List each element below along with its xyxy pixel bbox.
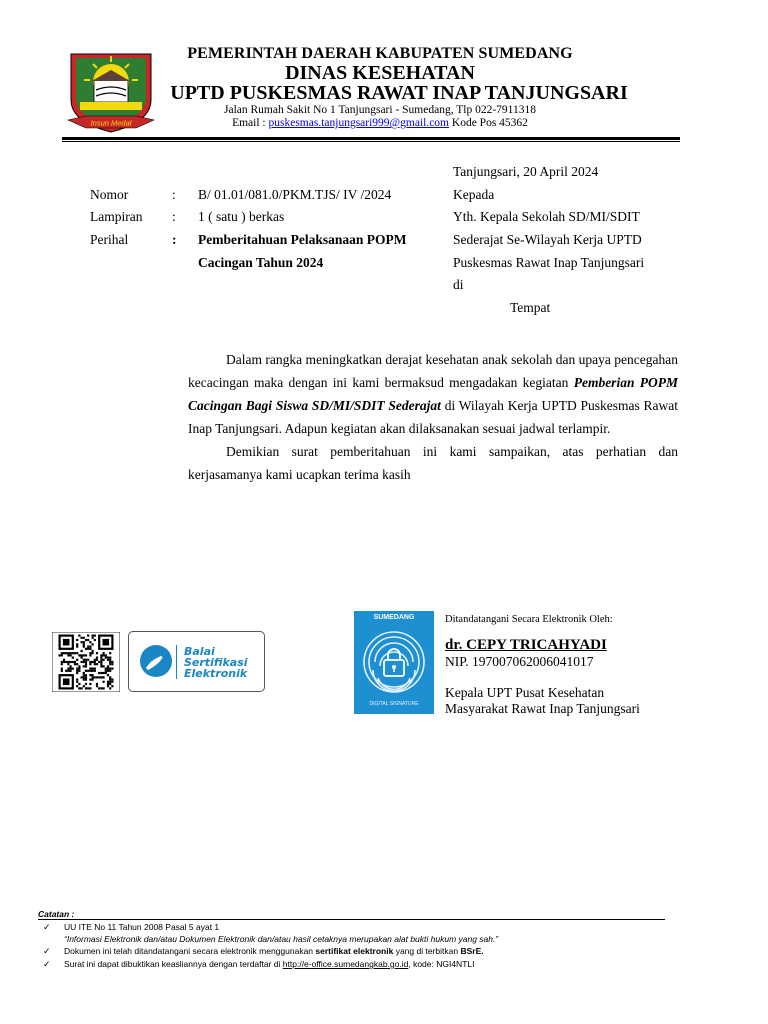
- field-value-nomor: B/ 01.01/081.0/PKM.TJS/ IV /2024: [198, 187, 392, 202]
- fingerprint-lock-icon: [361, 628, 427, 696]
- seal-caption: DIGITAL SIGNATURE: [369, 701, 419, 707]
- bsre-text: Balai: [184, 645, 215, 658]
- signer-nip: NIP. 197007062006041017: [445, 654, 594, 669]
- seal-title: SUMEDANG: [373, 614, 415, 621]
- recipient-line: Sederajat Se-Wilayah Kerja UPTD: [453, 232, 642, 247]
- activity-name: Pemberian POPM Cacingan Bagi Siswa SD/MI/SDIT Sederajat: [188, 375, 678, 413]
- bsre-text: Elektronik: [184, 667, 248, 680]
- field-value-perihal-line2: Cacingan Tahun 2024: [198, 255, 324, 270]
- bsre-pen-icon: [139, 644, 173, 678]
- signer-title: Kepala UPT Pusat Kesehatan: [445, 685, 605, 700]
- footnote-heading: Catatan :: [38, 909, 75, 919]
- e-office-link[interactable]: http://e-office.sumedangkab.go.id: [282, 959, 409, 969]
- footnote-item: Dokumen ini telah ditandatangani secara elektronik menggunakan sertifikat elektronik yang di terbitkan BSrE.: [64, 946, 484, 956]
- email-link[interactable]: puskesmas.tanjungsari999@gmail.com: [268, 117, 450, 129]
- recipient-line: Yth. Kepala Sekolah SD/MI/SDIT: [453, 209, 640, 224]
- field-colon: :: [172, 187, 176, 202]
- letterhead-contact: [150, 117, 610, 129]
- field-colon: :: [172, 232, 177, 247]
- body-paragraph-1: Dalam rangka meningkatkan derajat kesehatan anak sekolah dan upaya pencegahan kecacingan maka dengan ini kami bermaksud mengadakan kegiatan Pemberian POPM Cacingan Bagi Siswa SD/MI/SDIT Sederajat di Wilayah Kerja UPTD Puskesmas Rawat Inap Tanjungsari. Adapun kegiatan akan dilaksanakan sesuai jadwal terlampir.: [188, 352, 678, 436]
- check-icon: ✓: [43, 959, 51, 969]
- recipient-line: Puskesmas Rawat Inap Tanjungsari: [453, 255, 645, 270]
- email-label: Email :: [232, 117, 269, 129]
- letterhead-divider-thin: [62, 141, 680, 142]
- sumedang-regency-logo: [66, 50, 156, 135]
- field-value-lampiran: 1 ( satu ) berkas: [198, 209, 285, 224]
- field-colon: :: [172, 209, 176, 224]
- letter-body: [188, 348, 678, 486]
- recipient-line: di: [453, 277, 464, 292]
- letterhead-agency: DINAS KESEHATAN: [285, 62, 475, 84]
- bsre-divider: [176, 645, 177, 679]
- signer-name: dr. CEPY TRICAHYADI: [445, 637, 607, 653]
- qr-code[interactable]: [52, 632, 120, 692]
- footnote-item: UU ITE No 11 Tahun 2008 Pasal 5 ayat 1: [64, 922, 220, 932]
- field-label-nomor: Nomor: [90, 187, 129, 202]
- bsre-text: Sertifikasi: [184, 656, 248, 669]
- body-paragraph-2: Demikian surat pemberitahuan ini kami sampaikan, atas perhatian dan kerjasamanya kami ucapkan terima kasih: [188, 444, 678, 482]
- postal-code: Kode Pos 45362: [449, 117, 528, 129]
- footnote-item: Surat ini dapat dibuktikan keasliannya dengan terdaftar di http://e-office.sumedangkab.go.id, kode: NGI4NTLI: [64, 959, 475, 969]
- check-icon: ✓: [43, 922, 51, 932]
- logo-motto: Insun Medal: [90, 118, 132, 128]
- field-value-perihal: Pemberitahuan Pelaksanaan POPM: [198, 232, 407, 247]
- signed-by-label: Ditandatangani Secara Elektronik Oleh:: [445, 614, 613, 625]
- check-icon: ✓: [43, 946, 51, 956]
- footnote-quote: “Informasi Elektronik dan/atau Dokumen Elektronik dan/atau hasil cetaknya merupakan alat bukti hukum yang sah.”: [64, 934, 499, 944]
- letterhead-address: Jalan Rumah Sakit No 1 Tanjungsari - Sumedang, Tlp 022-7911318: [223, 104, 536, 116]
- recipient-place: Tempat: [510, 300, 551, 315]
- signer-title: Masyarakat Rawat Inap Tanjungsari: [445, 701, 640, 716]
- recipient-line: Kepada: [453, 187, 495, 202]
- letterhead-government: PEMERINTAH DAERAH KABUPATEN SUMEDANG: [187, 45, 573, 62]
- field-label-lampiran: Lampiran: [90, 209, 143, 224]
- footnote-divider: [38, 919, 665, 920]
- letterhead-institution: UPTD PUSKESMAS RAWAT INAP TANJUNGSARI: [170, 82, 628, 104]
- place-date: Tanjungsari, 20 April 2024: [453, 164, 599, 179]
- field-label-perihal: Perihal: [90, 232, 129, 247]
- letterhead-divider-thick: [62, 137, 680, 140]
